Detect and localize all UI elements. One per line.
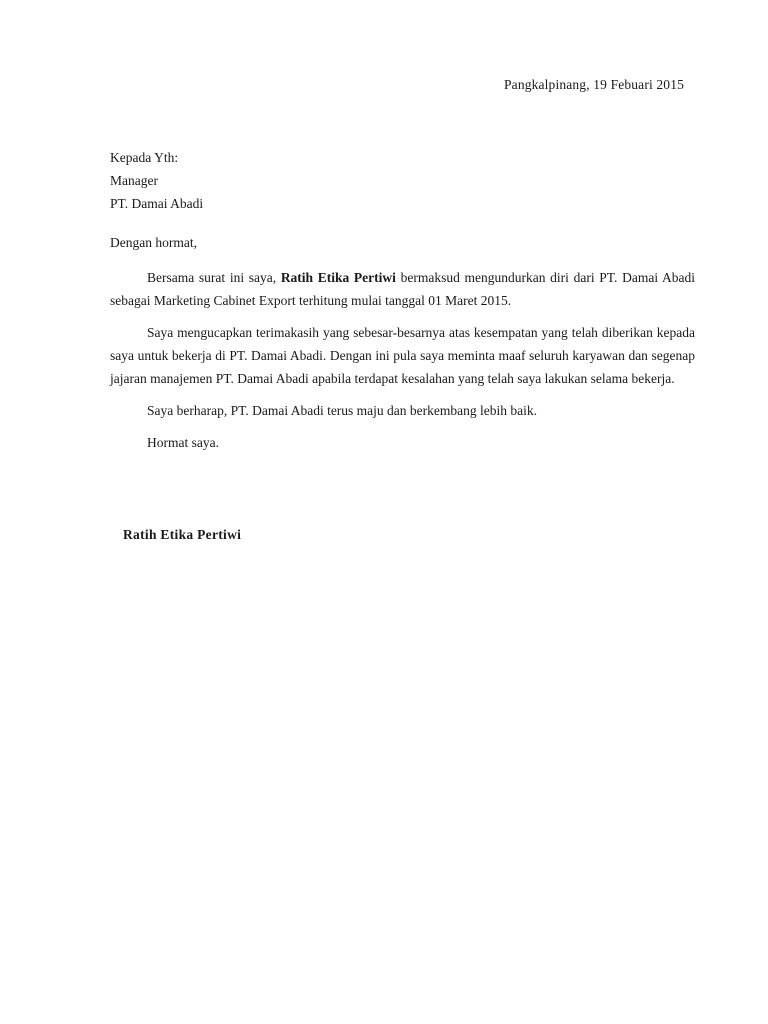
- paragraph-resignation-lead: Bersama surat ini saya,: [147, 270, 281, 285]
- salutation: Dengan hormat,: [110, 235, 197, 250]
- sender-name-inline: Ratih Etika Pertiwi: [280, 270, 396, 285]
- paragraph-hope: Saya berharap, PT. Damai Abadi terus maju dan berkembang lebih baik.: [147, 403, 538, 418]
- recipient-line-company: PT. Damai Abadi: [110, 196, 204, 211]
- letter-body: [110, 266, 695, 463]
- recipient-line-greeting: Kepada Yth:: [110, 150, 179, 165]
- paragraph-gratitude: Saya mengucapkan terimakasih yang sebesar-besarnya atas kesempatan yang telah diberikan kepada saya untuk bekerja di PT. Damai Abadi. Dengan ini pula saya meminta maaf seluruh karyawan dan segenap jajaran manajemen PT. Damai Abadi apabila terdapat kesalahan yang telah saya lakukan selama bekerja.: [110, 325, 695, 386]
- place-date: Pangkalpinang, 19 Febuari 2015: [504, 77, 684, 92]
- recipient-block: [110, 146, 203, 215]
- paragraph-resignation-rest: bermaksud mengundurkan diri dari PT. Damai Abadi sebagai Marketing Cabinet Export terhitung mulai tanggal 01 Maret 2015.: [110, 270, 695, 308]
- recipient-line-title: Manager: [110, 173, 158, 188]
- paragraph-resignation: [110, 266, 695, 312]
- closing: Hormat saya.: [147, 435, 219, 450]
- signature-name: Ratih Etika Pertiwi: [123, 527, 242, 542]
